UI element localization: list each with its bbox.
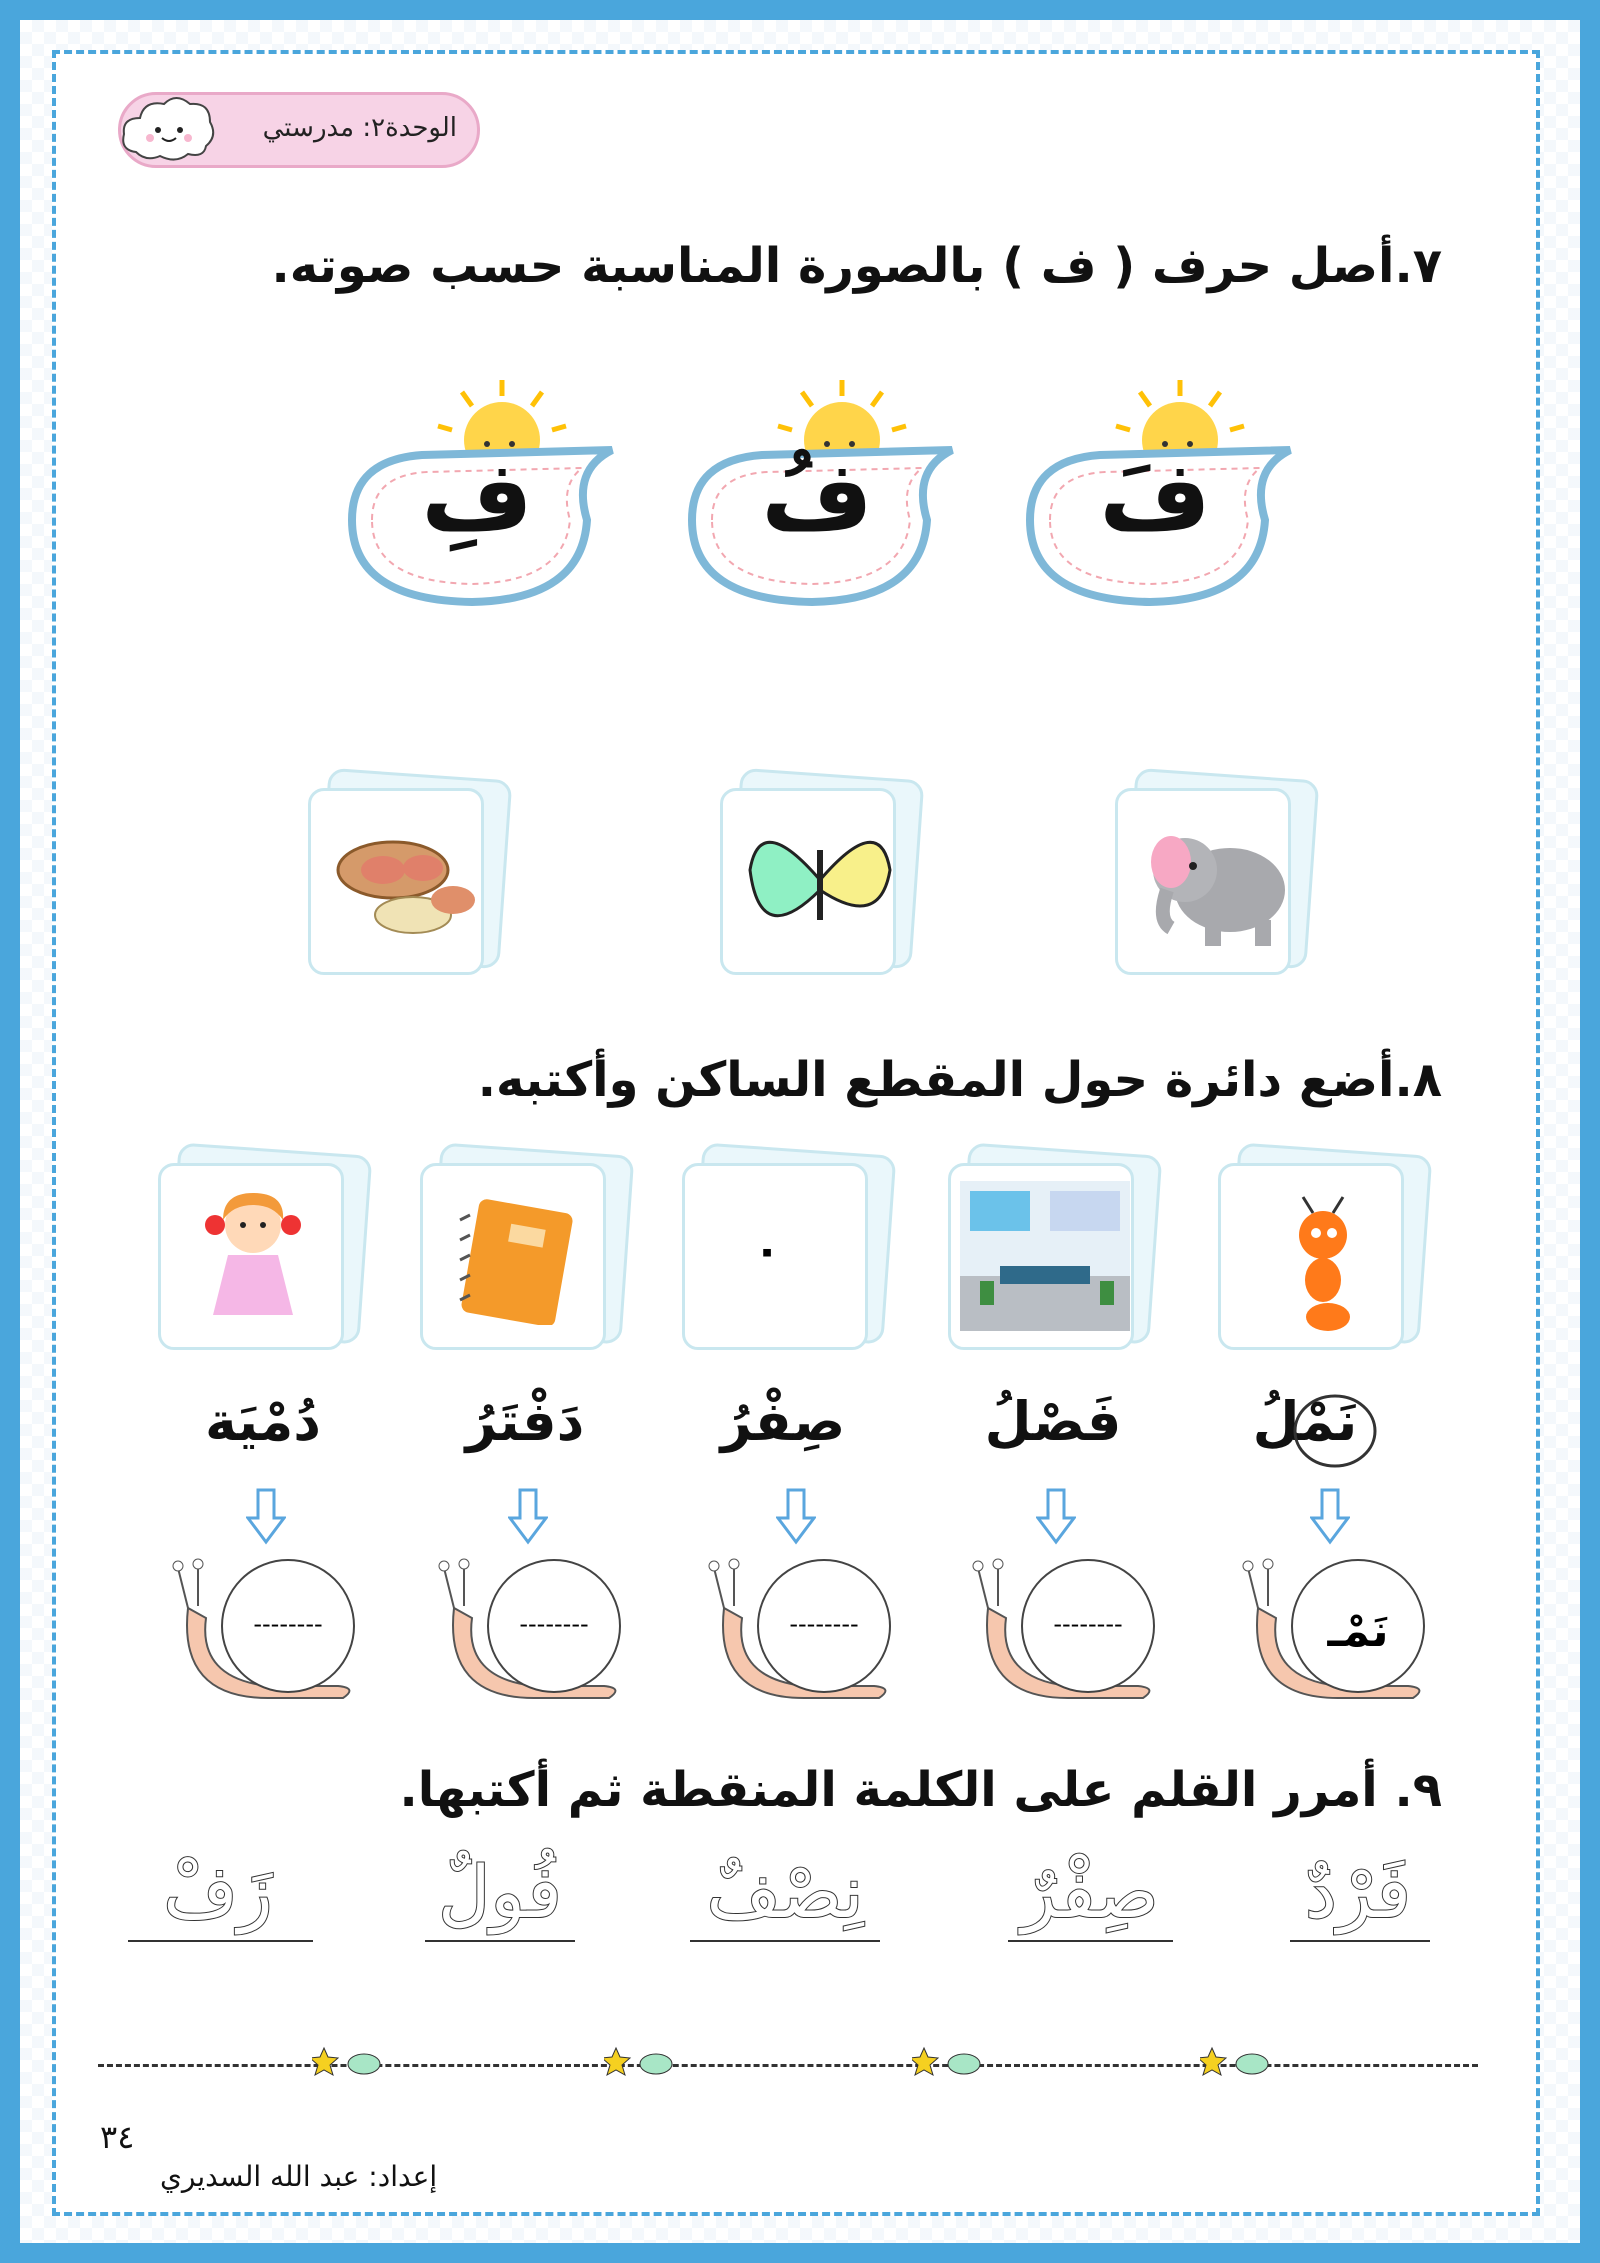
cloud-icon	[118, 90, 218, 170]
tracing-word[interactable]	[1278, 1850, 1438, 1934]
word-dumya: دُمْيَة	[205, 1390, 321, 1453]
star-cloud-icon	[912, 2044, 982, 2080]
arrow-down-icon	[246, 1488, 286, 1546]
arrow-down-icon	[508, 1488, 548, 1546]
writing-line	[128, 1940, 313, 1942]
tracing-word-text: صِفْرٌ	[1021, 1850, 1159, 1934]
word-sifr: صِفْرُ	[720, 1390, 846, 1453]
picture-card[interactable]	[710, 770, 930, 985]
arrow-down-icon	[1310, 1488, 1350, 1546]
answer-circle	[1292, 1392, 1378, 1470]
word-naml: نَمْلُ	[1252, 1390, 1358, 1453]
arrow-down-icon	[776, 1488, 816, 1546]
writing-line	[1290, 1940, 1430, 1942]
star-cloud-icon	[312, 2044, 382, 2080]
tracing-word[interactable]	[118, 1850, 318, 1934]
tracing-word[interactable]	[410, 1850, 590, 1934]
answer-blank: --------	[1053, 1610, 1123, 1638]
answer-blank: --------	[789, 1610, 859, 1638]
picture-card[interactable]	[298, 770, 518, 985]
snail-answer-box[interactable]	[1228, 1548, 1428, 1708]
star-cloud-icon	[1200, 2044, 1270, 2080]
tracing-word[interactable]	[990, 1850, 1190, 1934]
answer-blank: --------	[253, 1610, 323, 1638]
tracing-word-text: زَفْ	[163, 1850, 273, 1934]
answer-text: نَمْـ	[1327, 1606, 1389, 1657]
tracing-word-text: فَرْدٌ	[1304, 1850, 1412, 1934]
question-8-title: ٨.أضع دائرة حول المقطع الساكن وأكتبه.	[477, 1052, 1442, 1108]
separator-line	[98, 2064, 1478, 2067]
ant-image	[1268, 1195, 1378, 1335]
page-number: ٣٤	[100, 2118, 135, 2156]
notebook-image	[450, 1195, 580, 1325]
picture-card[interactable]	[1105, 770, 1325, 985]
peanuts-image	[323, 820, 493, 950]
picture-card	[1208, 1145, 1438, 1360]
picture-card	[938, 1145, 1168, 1360]
snail-answer-box[interactable]	[158, 1548, 358, 1708]
letter-fatha: فَ	[1099, 440, 1211, 552]
letter-bubble	[1010, 370, 1300, 630]
letter-bubble	[672, 370, 962, 630]
letter-damma: فُ	[761, 440, 873, 552]
arrow-down-icon	[1036, 1488, 1076, 1546]
author-credit: إعداد: عبد الله السديري	[160, 2160, 438, 2193]
tracing-word-text: نِصْفٌ	[706, 1850, 864, 1934]
letter-kasra: فِ	[421, 440, 533, 552]
word-fasl: فَصْلُ	[984, 1390, 1122, 1453]
letter-bubble	[332, 370, 622, 630]
writing-line	[425, 1940, 575, 1942]
snail-answer-box[interactable]	[694, 1548, 894, 1708]
star-cloud-icon	[604, 2044, 674, 2080]
word-daftar: دَفْتَرُ	[465, 1390, 585, 1453]
snail-answer-box[interactable]	[958, 1548, 1158, 1708]
tracing-word-text: فُولٌ	[438, 1850, 562, 1934]
unit-label: الوحدة٢: مدرستي	[262, 113, 457, 143]
butterfly-image	[740, 810, 900, 960]
tracing-word[interactable]	[680, 1850, 890, 1934]
snail-answer-box[interactable]	[424, 1548, 624, 1708]
picture-card	[410, 1145, 640, 1360]
classroom-image	[960, 1181, 1130, 1331]
writing-line	[690, 1940, 880, 1942]
answer-blank: --------	[519, 1610, 589, 1638]
doll-image	[193, 1185, 313, 1335]
writing-line	[1008, 1940, 1173, 1942]
zero-image: ٠	[753, 1225, 781, 1276]
elephant-image	[1135, 810, 1295, 960]
question-9-title: ٩. أمرر القلم على الكلمة المنقطة ثم أكتبها.	[399, 1762, 1442, 1818]
picture-card	[672, 1145, 902, 1360]
question-7-title: ٧.أصل حرف ( ف ) بالصورة المناسبة حسب صوته.	[271, 238, 1442, 294]
picture-card	[148, 1145, 378, 1360]
